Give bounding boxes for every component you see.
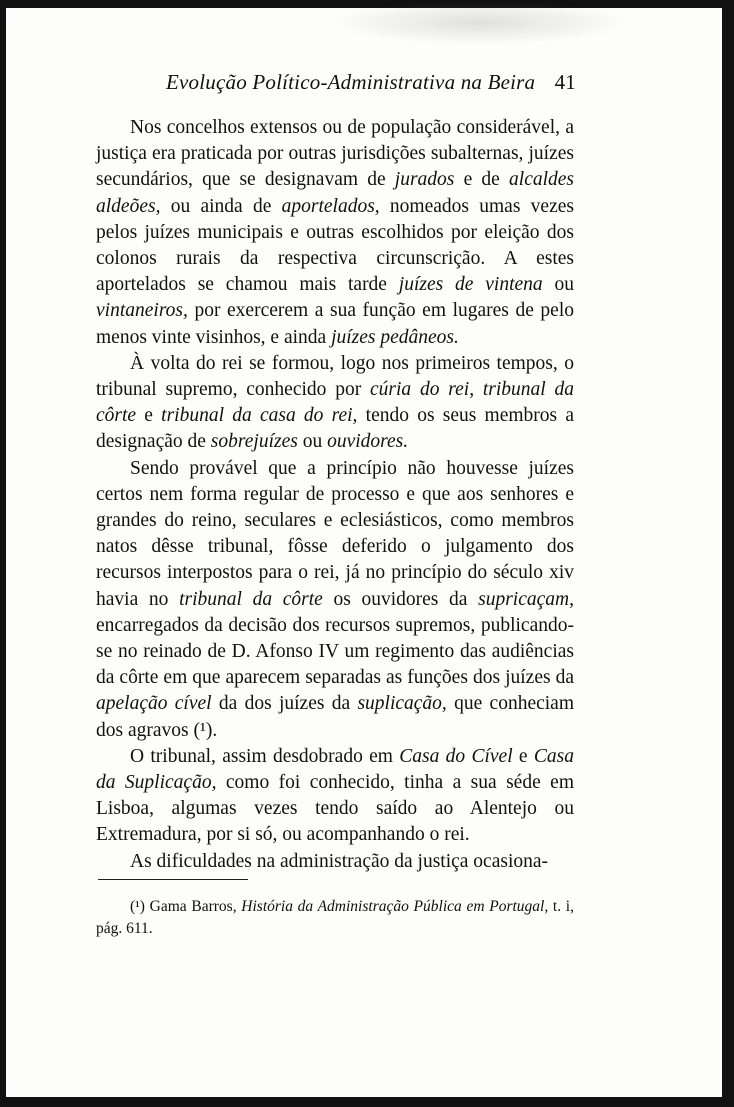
text-run: ou ainda de xyxy=(160,195,282,217)
italic-run: tribunal da côrte xyxy=(179,588,323,610)
body-text xyxy=(96,115,574,875)
running-head-title: Evolução Político-Administrativa na Beira xyxy=(166,70,536,94)
scan-border-bottom xyxy=(0,1097,734,1107)
text-run: À volta do rei se formou, logo nos primeiros tempos, o tribunal supremo, conhecido por xyxy=(96,352,574,401)
italic-run: sobrejuízes xyxy=(210,431,298,453)
paragraph xyxy=(96,351,574,456)
italic-run: jurados xyxy=(394,169,455,191)
italic-run: ouvidores. xyxy=(327,431,409,453)
text-run: t. i, pág. 611. xyxy=(96,898,574,937)
text-run: ou xyxy=(297,431,328,453)
paragraph xyxy=(96,744,574,849)
italic-run: vintaneiros, xyxy=(96,300,188,322)
text-run: que conheciam dos agravos (¹). xyxy=(96,693,574,741)
italic-run: suplicação, xyxy=(357,693,447,715)
text-run: como foi conhecido, tinha a sua séde em Lisboa, algumas vezes tendo saído ao Alentejo ou Extremadura, por si só, ou acompanhando o rei. xyxy=(96,772,574,846)
italic-run: Casa do Cível xyxy=(399,745,513,767)
text-run: e de xyxy=(454,169,510,191)
paragraph xyxy=(96,456,574,744)
footnote-text xyxy=(96,896,574,940)
italic-run: supricaçam, xyxy=(478,588,574,610)
text-run: (¹) Gama Barros, xyxy=(130,898,242,915)
italic-run: tribunal da casa do rei, xyxy=(161,405,358,427)
text-run: nomeados umas vezes pelos juízes municipais e outras escolhidos por eleição dos colonos rurais da respectiva circunscrição. A estes aportelados se chamou mais tarde xyxy=(96,195,574,296)
text-run: os ouvidores da xyxy=(322,588,479,610)
text-run: e xyxy=(512,745,534,767)
italic-run: cúria do rei, tribunal da côrte xyxy=(96,379,574,427)
text-run: por exercerem a sua função em lugares de pelo menos vinte visinhos, e ainda xyxy=(96,300,574,348)
italic-run: juízes de vintena xyxy=(398,274,543,296)
text-run: ou xyxy=(542,274,574,296)
text-run: Sendo provável que a princípio não houvesse juízes certos nem forma regular de processo e que aos senhores e grandes do reino, seculares e eclesiásticos, como membros natos dêsse tribunal, fôsse deferido o julgamento dos recursos interpostos para o rei, já no princípio do século xiv havia no xyxy=(96,457,574,610)
scan-border-left xyxy=(0,0,6,1107)
italic-run: aportelados, xyxy=(281,195,380,217)
italic-run: alcaldes aldeões, xyxy=(96,169,575,217)
italic-run: juízes pedâneos. xyxy=(331,326,459,348)
text-run: encarregados da decisão dos recursos supremos, publicando-se no reinado de D. Afonso IV um regimento das audiências da côrte em que aparecem separadas as funções dos juízes da xyxy=(96,614,574,689)
italic-run: apelação cível xyxy=(96,693,212,715)
footnote xyxy=(96,896,574,940)
scan-border-right xyxy=(722,0,734,1107)
text-run: tendo os seus membros a designação de xyxy=(96,405,574,453)
italic-run: História da Administração Pública em Portugal, xyxy=(241,898,549,915)
page-number: 41 xyxy=(554,70,576,94)
text-run: As dificuldades na administração da justiça ocasiona- xyxy=(130,850,549,872)
text-run: da dos juízes da xyxy=(211,693,358,715)
text-run: Nos concelhos extensos ou de população considerável, a justiça era praticada por outras jurisdições subalternas, juízes secundários, que se designavam de xyxy=(96,117,574,191)
footnote-rule xyxy=(98,879,248,880)
italic-run: Casa da Suplicação, xyxy=(96,745,574,794)
paragraph xyxy=(96,849,574,875)
text-run: O tribunal, assim desdobrado em xyxy=(130,745,400,767)
text-run: e xyxy=(136,405,162,427)
paragraph xyxy=(96,115,574,351)
scan-smudge xyxy=(330,0,630,45)
